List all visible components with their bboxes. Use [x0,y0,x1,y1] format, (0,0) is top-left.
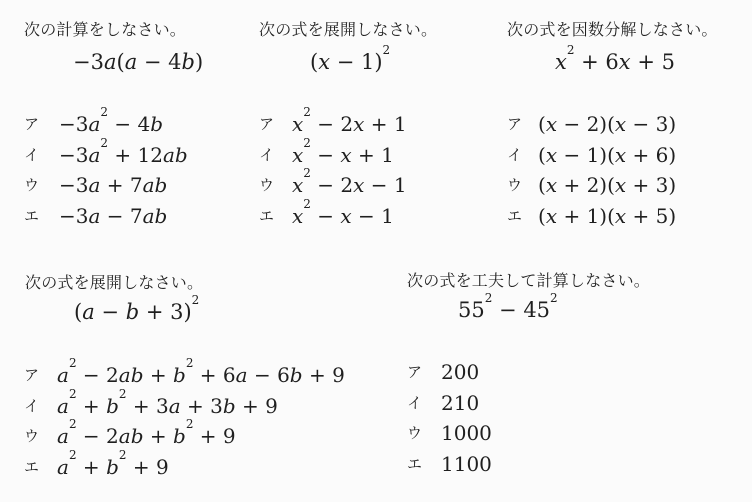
choice-label: ア [259,115,275,133]
problem-5-choice-e[interactable] [407,450,547,478]
choice-label: ウ [24,427,40,445]
choice-label: イ [507,146,523,164]
problem-3-instruction: 次の式を因数分解しなさい。 [507,20,718,39]
choice-expression: (x − 2)(x − 3) [538,112,677,136]
choice-expression: $a^2 + b^2 + 3a + 3b + 9$ [57,387,278,418]
problem-1-expression: −3a(a − 4b) [73,50,204,74]
choice-label: ア [507,115,523,133]
problem-1-choice-a[interactable] [24,105,204,138]
problem-3-choice-i[interactable] [507,141,707,169]
choice-expression: 1000 [441,421,492,445]
choice-label: エ [24,458,40,476]
problem-2 [259,18,469,238]
choice-label: エ [407,455,423,473]
problem-1-choice-u[interactable] [24,171,204,199]
problem-4 [24,272,364,482]
problem-2-choice-e[interactable] [259,197,429,230]
choice-label: ウ [24,176,40,194]
choice-label: ウ [259,176,275,194]
problem-4-choice-i[interactable] [24,387,344,420]
problem-4-choice-u[interactable] [24,417,344,450]
choice-expression: $a^2 - 2ab + b^2 + 6a - 6b + 9$ [57,356,345,387]
problem-5-choice-u[interactable] [407,419,547,447]
problem-1-choice-i[interactable] [24,136,204,169]
problem-3 [507,18,743,238]
choice-label: ア [24,115,40,133]
problem-3-choice-a[interactable] [507,110,707,138]
problem-2-choice-i[interactable] [259,136,429,169]
choice-expression: 210 [441,391,480,415]
choice-expression: $x^2 - x - 1$ [292,197,394,228]
problem-5-instruction: 次の式を工夫して計算しなさい。 [407,271,651,290]
choice-label: ア [407,363,423,381]
choice-expression: (x − 1)(x + 6) [538,143,677,167]
choice-label: イ [259,146,275,164]
problem-5-expression: $55^2 - 45^2$ [458,291,558,322]
problem-2-choice-a[interactable] [259,105,429,138]
problem-3-choice-e[interactable] [507,202,707,230]
choice-expression: (x + 1)(x + 5) [538,204,677,228]
problem-4-choice-e[interactable] [24,448,344,481]
choice-expression: (x + 2)(x + 3) [538,173,677,197]
problem-4-expression: $(a - b + 3)^2$ [74,293,200,324]
problem-2-expression: $(x - 1)^2$ [310,43,391,74]
choice-expression: 1100 [441,452,492,476]
choice-label: ウ [407,424,423,442]
problem-5 [407,269,707,479]
choice-expression: −3a − 7ab [59,204,168,228]
problem-2-instruction: 次の式を展開しなさい。 [259,20,438,39]
choice-expression: 200 [441,360,480,384]
problem-1 [24,18,229,238]
choice-label: イ [24,146,40,164]
choice-expression: −3a + 7ab [59,173,168,197]
problem-5-choice-i[interactable] [407,389,547,417]
choice-label: エ [259,207,275,225]
problem-3-choice-u[interactable] [507,171,707,199]
choice-expression: $a^2 - 2ab + b^2 + 9$ [57,417,236,448]
choice-expression: $-3a^2 + 12ab$ [59,136,188,167]
choice-label: エ [507,207,523,225]
choice-expression: $x^2 - 2x - 1$ [292,166,407,197]
choice-label: ア [24,366,40,384]
choice-label: エ [24,207,40,225]
problem-1-choice-e[interactable] [24,202,204,230]
choice-label: ウ [507,176,523,194]
choice-expression: $x^2 - x + 1$ [292,136,394,167]
choice-expression: $-3a^2 - 4b$ [59,105,164,136]
problem-4-choice-a[interactable] [24,356,345,389]
choice-label: イ [24,397,40,415]
choice-expression: $a^2 + b^2 + 9$ [57,448,169,479]
problem-3-expression: $x^2 + 6x + 5$ [555,43,675,74]
problem-2-choice-u[interactable] [259,166,429,199]
problem-4-instruction: 次の式を展開しなさい。 [25,273,204,292]
problem-1-instruction: 次の計算をしなさい。 [24,20,187,39]
problem-5-choice-a[interactable] [407,358,547,386]
choice-label: イ [407,394,423,412]
choice-expression: $x^2 - 2x + 1$ [292,105,407,136]
